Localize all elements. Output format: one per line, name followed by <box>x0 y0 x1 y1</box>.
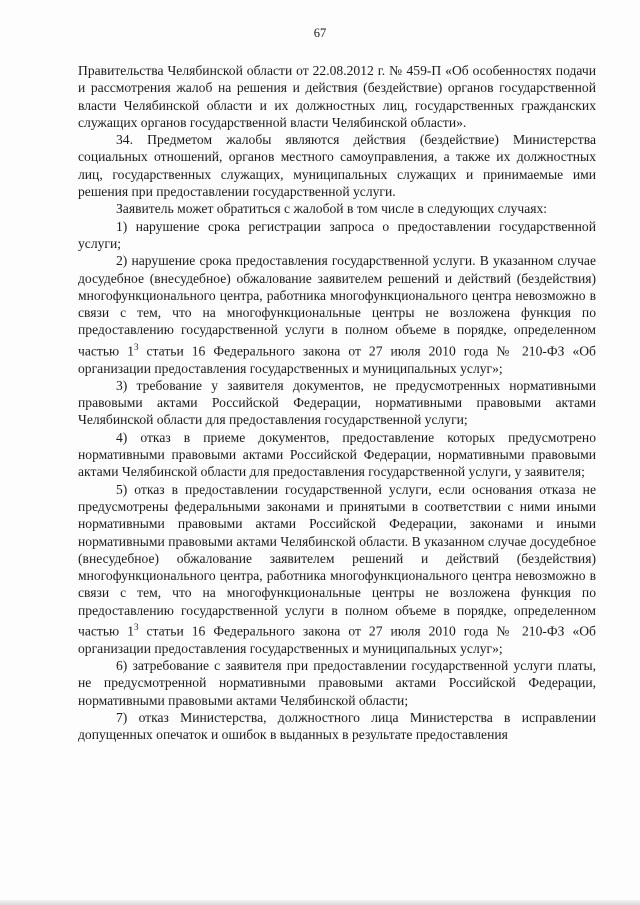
list-item-2 <box>78 252 596 377</box>
list-item-2-text: 2) нарушение срока предоставления государственной услуги. В указанном случае досудебное (внесудебное) обжалование заявителем решений и действий (бездействия) многофункционального центра, работника многофункционального центра невозможно в связи с тем, что на многофункциональные центры не возложена функция по предоставлению государственной услуги в полном объеме в порядке, определенном частью 1 <box>78 253 596 359</box>
document-body <box>78 62 596 744</box>
paragraph-cases-intro: Заявитель может обратиться с жалобой в том числе в следующих случаях: <box>116 201 548 217</box>
scan-bottom-edge <box>0 900 640 905</box>
list-item-1: 1) нарушение срока регистрации запроса о предоставлении государственной услуги; <box>78 218 596 251</box>
paragraph-regulation-reference: Правительства Челябинской области от 22.08.2012 г. № 459-П «Об особенностях подачи и рассмотрения жалоб на решения и действия (бездействие) органов государственной власти Челябинской области и их должностных лиц, государственных гражданских служащих органов государственной власти Челябинской области». <box>78 63 596 130</box>
list-item-2-tail: статьи 16 Федерального закона от 27 июля 2010 года № 210-ФЗ «Об организации предоставления государственных и муниципальных услуг»; <box>78 343 596 376</box>
paragraph-34-subject-of-complaint: 34. Предметом жалобы являются действия (бездействие) Министерства социальных отношений, органов местного самоуправления, а также их должностных лиц, государственных служащих, муниципальных служащих и принимаемые ими решения при предоставлении государственной услуги. <box>78 132 596 200</box>
list-item-5-superscript: 3 <box>134 622 139 633</box>
list-item-5 <box>78 481 596 658</box>
list-item-3: 3) требование у заявителя документов, не предусмотренных нормативными правовыми актами Российской Федерации, нормативными правовыми актами Челябинской области для предоставления государственной услуги; <box>78 377 596 428</box>
list-item-5-tail: статьи 16 Федерального закона от 27 июля 2010 года № 210-ФЗ «Об организации предоставления государственных и муниципальных услуг»; <box>78 623 596 656</box>
list-item-2-superscript: 3 <box>134 341 139 352</box>
list-item-4: 4) отказ в приеме документов, предоставление которых предусмотрено нормативными правовыми актами Российской Федерации, нормативными правовыми актами Челябинской области для предоставления государственной услуги, у заявителя; <box>78 429 596 480</box>
list-item-7: 7) отказ Министерства, должностного лица Министерства в исправлении допущенных опечаток и ошибок в выданных в результате предоставления <box>78 710 596 743</box>
page-number: 67 <box>313 26 327 40</box>
list-item-6: 6) затребование с заявителя при предоставлении государственной услуги платы, не предусмотренной нормативными правовыми актами Российской Федерации, нормативными правовыми актами Челябинской области; <box>78 658 596 708</box>
list-item-5-text: 5) отказ в предоставлении государственной услуги, если основания отказа не предусмотрены федеральными законами и принятыми в соответствии с ними иными нормативными правовыми актами Российской Федерации, законами и иными нормативными правовыми актами Челябинской области. В указанном случае досудебное (внесудебное) обжалование заявителем решений и действий (бездействия) многофункционального центра, работника многофункционального центра невозможно в связи с тем, что на многофункциональные центры не возложена функция по предоставлению государственной услуги в полном объеме в порядке, определенном частью 1 <box>78 481 596 639</box>
